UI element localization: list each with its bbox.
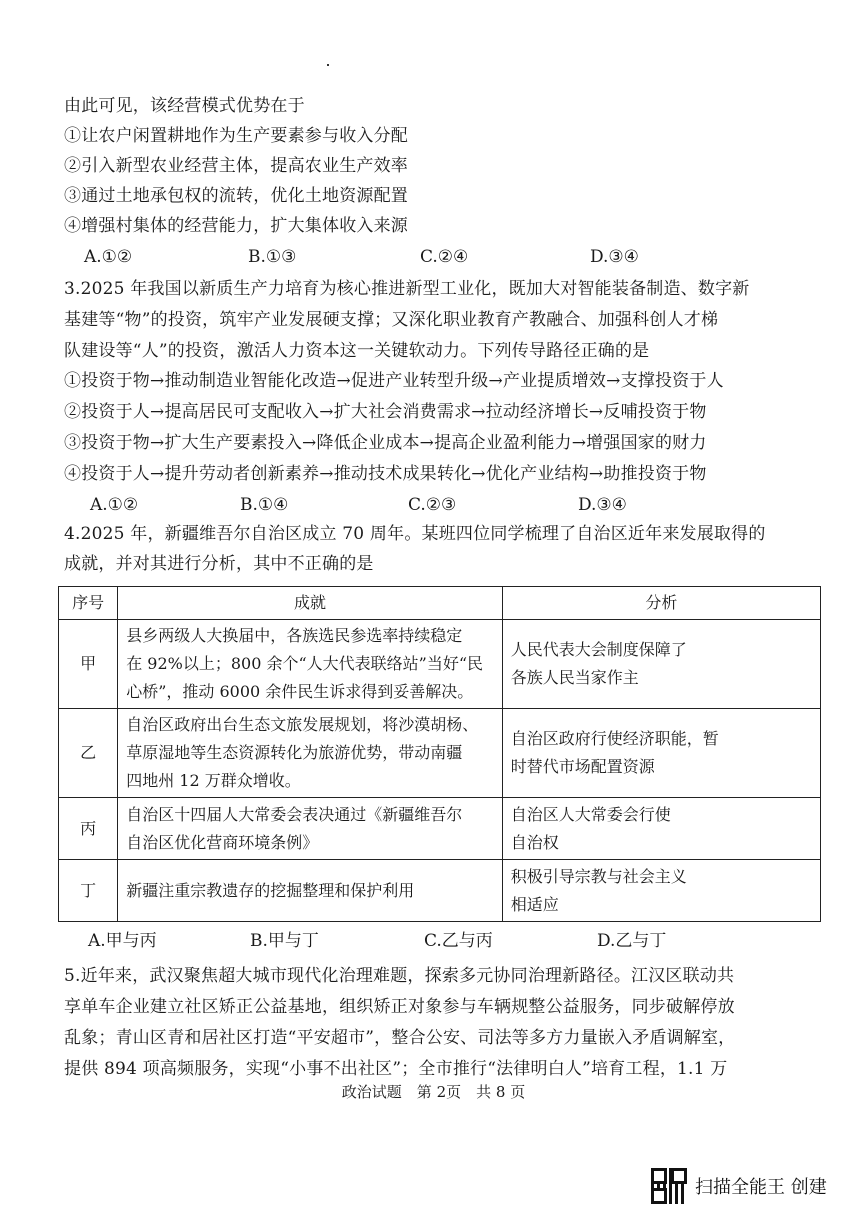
analysis-line: 人民代表大会制度保障了 — [510, 640, 687, 659]
q4-stem-line-2: 成就，并对其进行分析，其中不正确的是 — [64, 554, 374, 574]
q3-option-a: A.①② — [90, 495, 139, 515]
q4-option-d: D.乙与丁 — [597, 931, 667, 951]
achievement-line: 县乡两级人大换届中，各族选民参选率持续稳定 — [126, 626, 463, 645]
q2-option-b: B.①③ — [248, 247, 297, 267]
page-footer: 政治试题 第 2页 共 8 页 — [341, 1083, 526, 1101]
achievement-line: 四地州 12 万群众增收。 — [126, 771, 301, 790]
analysis-line: 自治区政府行使经济职能，暂 — [510, 729, 719, 748]
table-row — [59, 620, 821, 709]
analysis-line: 各族人民当家作主 — [510, 668, 639, 687]
q4-stem-line-1: 4.2025 年，新疆维吾尔自治区成立 70 周年。某班四位同学梳理了自治区近年来发展取得的 — [64, 524, 766, 544]
q4-option-b: B.甲与丁 — [250, 931, 319, 951]
q3-stem-line-3: 队建设等“人”的投资，激活人力资本这一关键软动力。下列传导路径正确的是 — [64, 341, 650, 361]
header-id: 序号 — [59, 587, 118, 620]
row-id: 丙 — [59, 798, 118, 860]
row-id: 乙 — [59, 709, 118, 798]
q3-item-3: ③投资于物→扩大生产要素投入→降低企业成本→提高企业盈利能力→增强国家的财力 — [64, 433, 707, 453]
row-achievement — [118, 798, 503, 860]
row-achievement — [118, 860, 503, 922]
achievement-line: 自治区十四届人大常委会表决通过《新疆维吾尔 — [126, 804, 463, 824]
q4-table — [58, 586, 821, 922]
achievement-line: 在 92%以上；800 余个“人大代表联络站”当好“民 — [126, 654, 484, 673]
row-analysis — [502, 860, 820, 922]
achievement-line: 心桥”，推动 6000 余件民生诉求得到妥善解决。 — [126, 682, 474, 701]
table-row — [59, 798, 821, 860]
analysis-line: 自治权 — [510, 832, 559, 852]
analysis-line: 时替代市场配置资源 — [510, 757, 655, 776]
header-analysis: 分析 — [502, 587, 820, 620]
table-row — [59, 860, 821, 922]
q3-item-2: ②投资于人→提高居民可支配收入→扩大社会消费需求→拉动经济增长→反哺投资于物 — [64, 402, 707, 422]
q3-item-4: ④投资于人→提升劳动者创新素养→推动技术成果转化→优化产业结构→助推投资于物 — [64, 464, 707, 484]
q3-item-1: ①投资于物→推动制造业智能化改造→促进产业转型升级→产业提质增效→支撑投资于人 — [64, 371, 724, 391]
q5-stem-line-2: 享单车企业建立社区矫正公益基地，组织矫正对象参与车辆规整公益服务，同步破解停放 — [64, 997, 735, 1017]
q4-option-a: A.甲与丙 — [88, 931, 157, 951]
q3-stem-line-1: 3.2025 年我国以新质生产力培育为核心推进新型工业化，既加大对智能装备制造、数字新 — [64, 279, 750, 299]
q2-stem: 由此可见，该经营模式优势在于 — [64, 96, 305, 116]
analysis-line: 自治区人大常委会行使 — [510, 804, 671, 824]
q2-item-4: ④增强村集体的经营能力，扩大集体收入来源 — [64, 216, 408, 236]
q2-option-d: D.③④ — [590, 247, 639, 267]
achievement-line: 自治区优化营商环境条例》 — [126, 832, 319, 852]
achievement-line: 草原湿地等生态资源转化为旅游优势，带动南疆 — [126, 743, 463, 762]
analysis-line: 积极引导宗教与社会主义 — [510, 866, 687, 886]
q2-item-1: ①让农户闲置耕地作为生产要素参与收入分配 — [64, 126, 408, 146]
row-id: 甲 — [59, 620, 118, 709]
q3-option-c: C.②③ — [408, 495, 457, 515]
analysis-line: 相适应 — [510, 894, 559, 914]
q5-stem-line-3: 乱象；青山区青和居社区打造“平安超市”，整合公安、司法等多方力量嵌入矛盾调解室， — [64, 1028, 736, 1048]
q5-stem-line-4: 提供 894 项高频服务，实现“小事不出社区”；全市推行“法律明白人”培育工程，1.1 万 — [64, 1059, 728, 1079]
row-achievement — [118, 709, 503, 798]
q2-item-3: ③通过土地承包权的流转，优化土地资源配置 — [64, 186, 408, 206]
q2-option-c: C.②④ — [420, 247, 469, 267]
watermark-text: 扫描全能王 创建 — [695, 1177, 827, 1198]
q2-item-2: ②引入新型农业经营主体，提高农业生产效率 — [64, 156, 408, 176]
row-id: 丁 — [59, 860, 118, 922]
table-row — [59, 709, 821, 798]
q3-stem-line-2: 基建等“物”的投资，筑牢产业发展硬支撑；又深化职业教育产教融合、加强科创人才梯 — [64, 310, 719, 330]
header-achievement: 成就 — [118, 587, 503, 620]
achievement-line: 自治区政府出台生态文旅发展规划，将沙漠胡杨、 — [126, 715, 479, 734]
q2-option-a: A.①② — [84, 247, 133, 267]
row-achievement — [118, 620, 503, 709]
achievement-line: 新疆注重宗教遗存的挖掘整理和保护利用 — [126, 880, 415, 900]
q3-option-b: B.①④ — [240, 495, 289, 515]
table-header-row — [59, 587, 821, 620]
q3-option-d: D.③④ — [578, 495, 627, 515]
row-analysis — [502, 798, 820, 860]
qr-code-icon — [651, 1168, 687, 1204]
q5-stem-line-1: 5.近年来，武汉聚焦超大城市现代化治理难题，探索多元协同治理新路径。江汉区联动共 — [64, 966, 735, 986]
row-analysis — [502, 709, 820, 798]
scanner-watermark — [651, 1168, 827, 1204]
scan-speck — [327, 64, 329, 66]
row-analysis — [502, 620, 820, 709]
q4-option-c: C.乙与丙 — [424, 931, 493, 951]
